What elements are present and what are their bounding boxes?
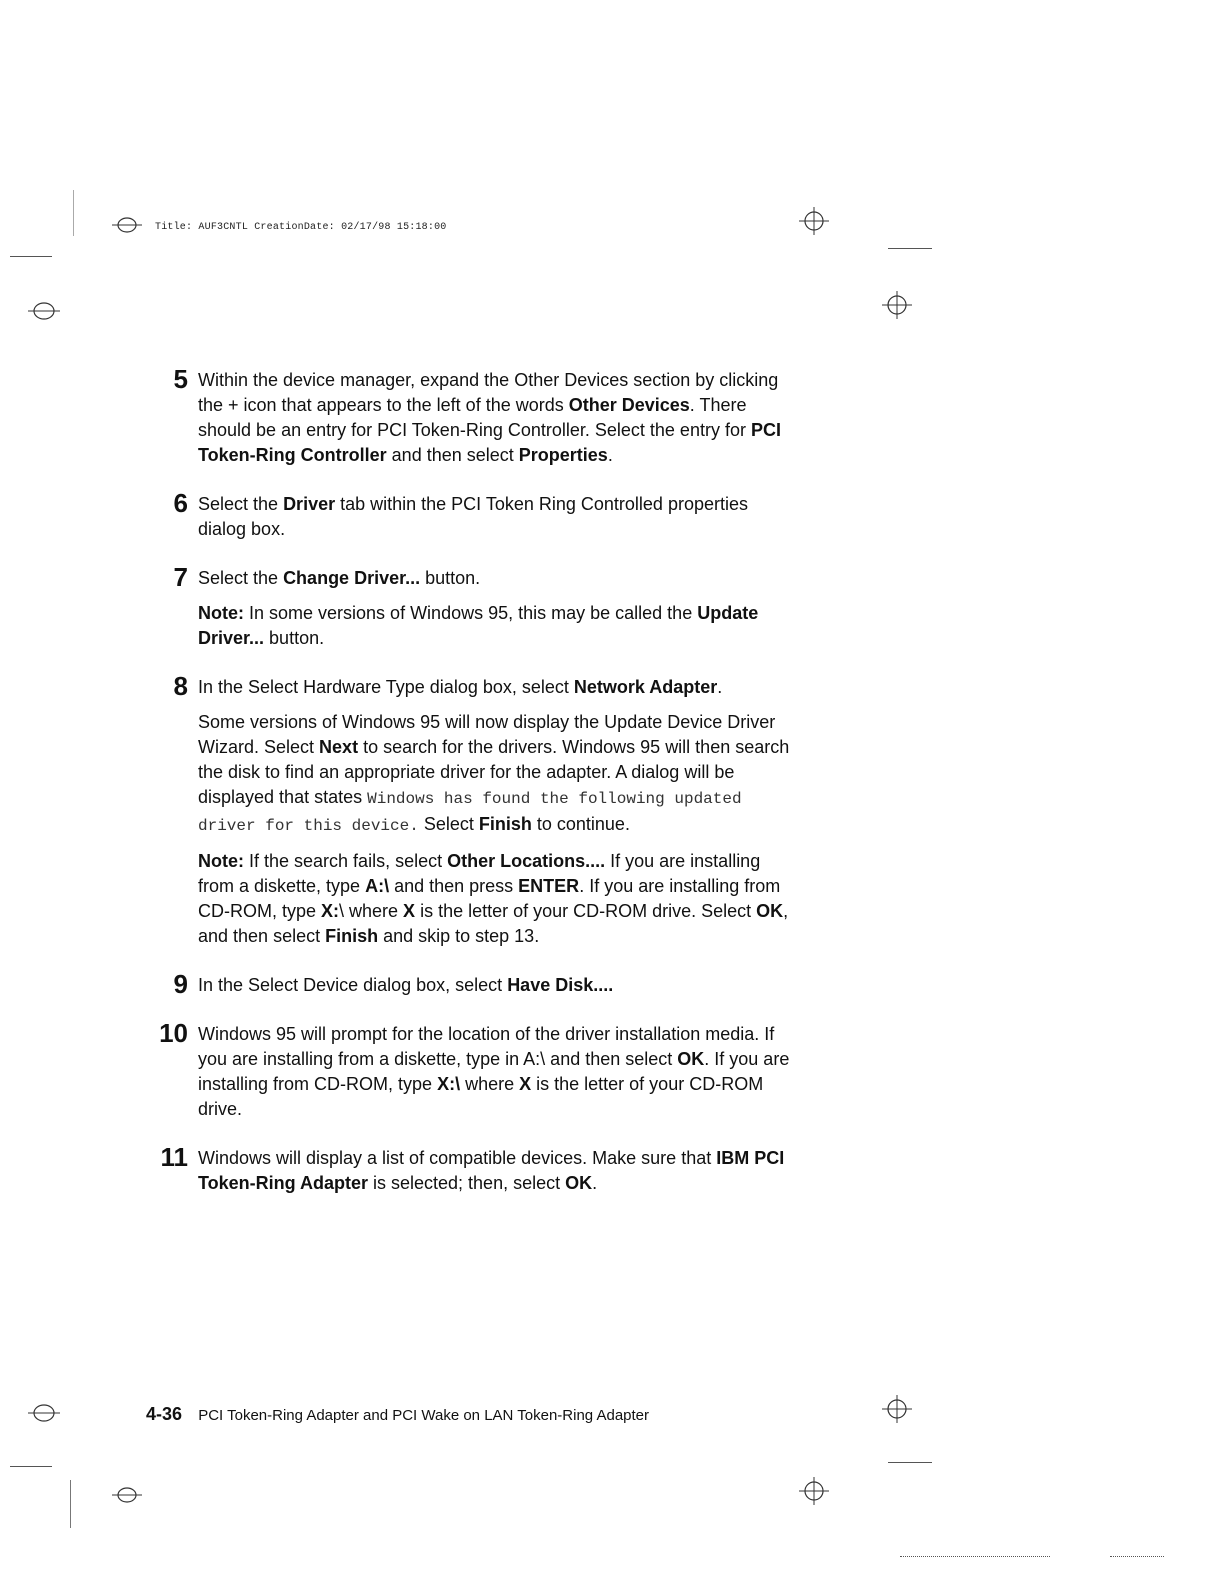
registration-mark-lower-left bbox=[26, 1402, 62, 1424]
file-header bbox=[155, 222, 446, 233]
bold-text: Finish bbox=[325, 926, 379, 946]
header-title-value: AUF3CNTL bbox=[198, 222, 249, 233]
bold-text: ENTER bbox=[518, 876, 580, 896]
step-paragraph bbox=[198, 710, 790, 839]
step-paragraph bbox=[198, 566, 790, 591]
registration-mark-bottom-left bbox=[110, 1484, 144, 1506]
body-text: If the search fails, select bbox=[244, 851, 448, 871]
body-text: , and then select bbox=[198, 901, 789, 946]
page-number: 4-36 bbox=[146, 1404, 183, 1424]
body-text: . bbox=[592, 1173, 598, 1193]
registration-mark-bottom-right bbox=[797, 1476, 831, 1506]
body-text: Within the device manager, expand the Other Devices section by clicking the + icon that appears to the left of the words bbox=[198, 370, 779, 415]
crop-rule-bottom-left bbox=[10, 1466, 52, 1467]
step-number: 6 bbox=[173, 488, 188, 518]
step-paragraph bbox=[198, 675, 790, 700]
bold-text: Note: bbox=[198, 851, 244, 871]
body-text: . If you are installing from CD-ROM, type bbox=[198, 1049, 790, 1094]
body-text: Some versions of Windows 95 will now display the Update Device Driver Wizard. Select bbox=[198, 712, 776, 757]
body-text: to continue. bbox=[531, 814, 630, 834]
bold-text: OK bbox=[677, 1049, 705, 1069]
step-10 bbox=[150, 1018, 790, 1122]
crop-rule-top-right bbox=[888, 248, 932, 249]
header-creation-value: 02/17/98 15:18:00 bbox=[341, 222, 447, 233]
header-title-label: Title: bbox=[155, 222, 193, 233]
step-number: 8 bbox=[173, 671, 188, 701]
body-text: In the Select Hardware Type dialog box, select bbox=[198, 677, 574, 697]
bold-text: OK bbox=[756, 901, 784, 921]
bold-text: IBM PCI Token-Ring Adapter bbox=[198, 1148, 785, 1193]
bold-text: X bbox=[403, 901, 416, 921]
bold-text: A:\ bbox=[365, 876, 390, 896]
body-text: is the letter of your CD-ROM drive. bbox=[198, 1074, 764, 1119]
bold-text: Network Adapter bbox=[573, 677, 718, 697]
scan-artifact-dots-1 bbox=[900, 1556, 1050, 1558]
registration-mark-upper-right bbox=[880, 290, 914, 320]
step-paragraph bbox=[198, 368, 790, 468]
bold-text: OK bbox=[565, 1173, 593, 1193]
body-text: to search for the drivers. Windows 95 will then search the disk to find an appropriate driver for the adapter. A dialog will be displayed that states bbox=[198, 737, 790, 807]
step-number: 11 bbox=[160, 1142, 188, 1172]
body-text: is the letter of your CD-ROM drive. Select bbox=[415, 901, 757, 921]
bold-text: Update Driver... bbox=[198, 603, 759, 648]
registration-mark-header-left bbox=[110, 214, 144, 236]
bold-text: Note: bbox=[198, 603, 244, 623]
footer-title: PCI Token-Ring Adapter and PCI Wake on LAN Token-Ring Adapter bbox=[198, 1407, 650, 1424]
bold-text: X bbox=[519, 1074, 532, 1094]
bold-text: Driver bbox=[283, 494, 336, 514]
page-footer bbox=[146, 1404, 649, 1425]
body-text: If you are installing from a diskette, type bbox=[198, 851, 761, 896]
step-paragraph bbox=[198, 973, 790, 998]
step-paragraph bbox=[198, 601, 790, 651]
step-number: 7 bbox=[173, 562, 188, 592]
registration-mark-lower-right bbox=[880, 1394, 914, 1424]
body-text: is selected; then, select bbox=[368, 1173, 566, 1193]
bold-text: PCI Token-Ring Controller bbox=[198, 420, 781, 465]
body-text: Windows 95 will prompt for the location of the driver installation media. If you are installing from a diskette, type in A:\ and then select bbox=[198, 1024, 775, 1069]
step-6 bbox=[150, 488, 790, 542]
body-text: . bbox=[607, 445, 613, 465]
crop-rule-top-left bbox=[10, 256, 52, 257]
body-text: button. bbox=[264, 628, 325, 648]
body-text: and then select bbox=[386, 445, 519, 465]
step-paragraph bbox=[198, 492, 790, 542]
body-text: and then press bbox=[389, 876, 519, 896]
body-text: tab within the PCI Token Ring Controlled properties dialog box. bbox=[198, 494, 748, 539]
registration-mark-upper-left bbox=[26, 300, 62, 322]
step-7 bbox=[150, 562, 790, 651]
step-paragraph bbox=[198, 849, 790, 949]
bold-text: Other Locations.... bbox=[447, 851, 606, 871]
crop-line-top-left bbox=[73, 190, 74, 236]
bold-text: Have Disk.... bbox=[507, 975, 614, 995]
step-9 bbox=[150, 969, 790, 999]
body-text: . bbox=[717, 677, 723, 697]
body-text: \ where bbox=[339, 901, 404, 921]
step-5 bbox=[150, 364, 790, 468]
body-text: Select bbox=[418, 814, 479, 834]
body-text: In some versions of Windows 95, this may be called the bbox=[244, 603, 698, 623]
bold-text: Other Devices bbox=[568, 395, 690, 415]
body-text: Windows will display a list of compatible devices. Make sure that bbox=[198, 1148, 717, 1168]
body-text: In the Select Device dialog box, select bbox=[198, 975, 508, 995]
header-creation-label: CreationDate: bbox=[254, 222, 335, 233]
bold-text: Next bbox=[319, 737, 359, 757]
crop-rule-bottom-right bbox=[888, 1462, 932, 1463]
step-number: 9 bbox=[173, 969, 188, 999]
body-text: Select the bbox=[198, 494, 284, 514]
bold-text: X:\ bbox=[437, 1074, 461, 1094]
step-paragraph bbox=[198, 1022, 790, 1122]
bold-text: Finish bbox=[478, 814, 532, 834]
scan-artifact-dots-2 bbox=[1110, 1556, 1164, 1558]
monospace-text: Windows has found the following updated driver for this device. bbox=[198, 790, 742, 835]
step-paragraph bbox=[198, 1146, 790, 1196]
body-text: button. bbox=[420, 568, 481, 588]
body-text: Select the bbox=[198, 568, 284, 588]
body-text: . There should be an entry for PCI Token-Ring Controller. Select the entry for bbox=[198, 395, 751, 440]
step-8 bbox=[150, 671, 790, 949]
body-text: and skip to step 13. bbox=[378, 926, 540, 946]
crop-line-bottom-left bbox=[70, 1480, 71, 1528]
step-number: 10 bbox=[159, 1018, 188, 1048]
body-text: where bbox=[460, 1074, 520, 1094]
body-text: . If you are installing from CD-ROM, type bbox=[198, 876, 781, 921]
bold-text: X: bbox=[321, 901, 340, 921]
step-11 bbox=[150, 1142, 790, 1196]
registration-mark-top-right bbox=[797, 206, 831, 236]
bold-text: Properties bbox=[518, 445, 608, 465]
procedure-steps bbox=[150, 364, 790, 1220]
step-number: 5 bbox=[173, 364, 188, 394]
bold-text: Change Driver... bbox=[283, 568, 421, 588]
